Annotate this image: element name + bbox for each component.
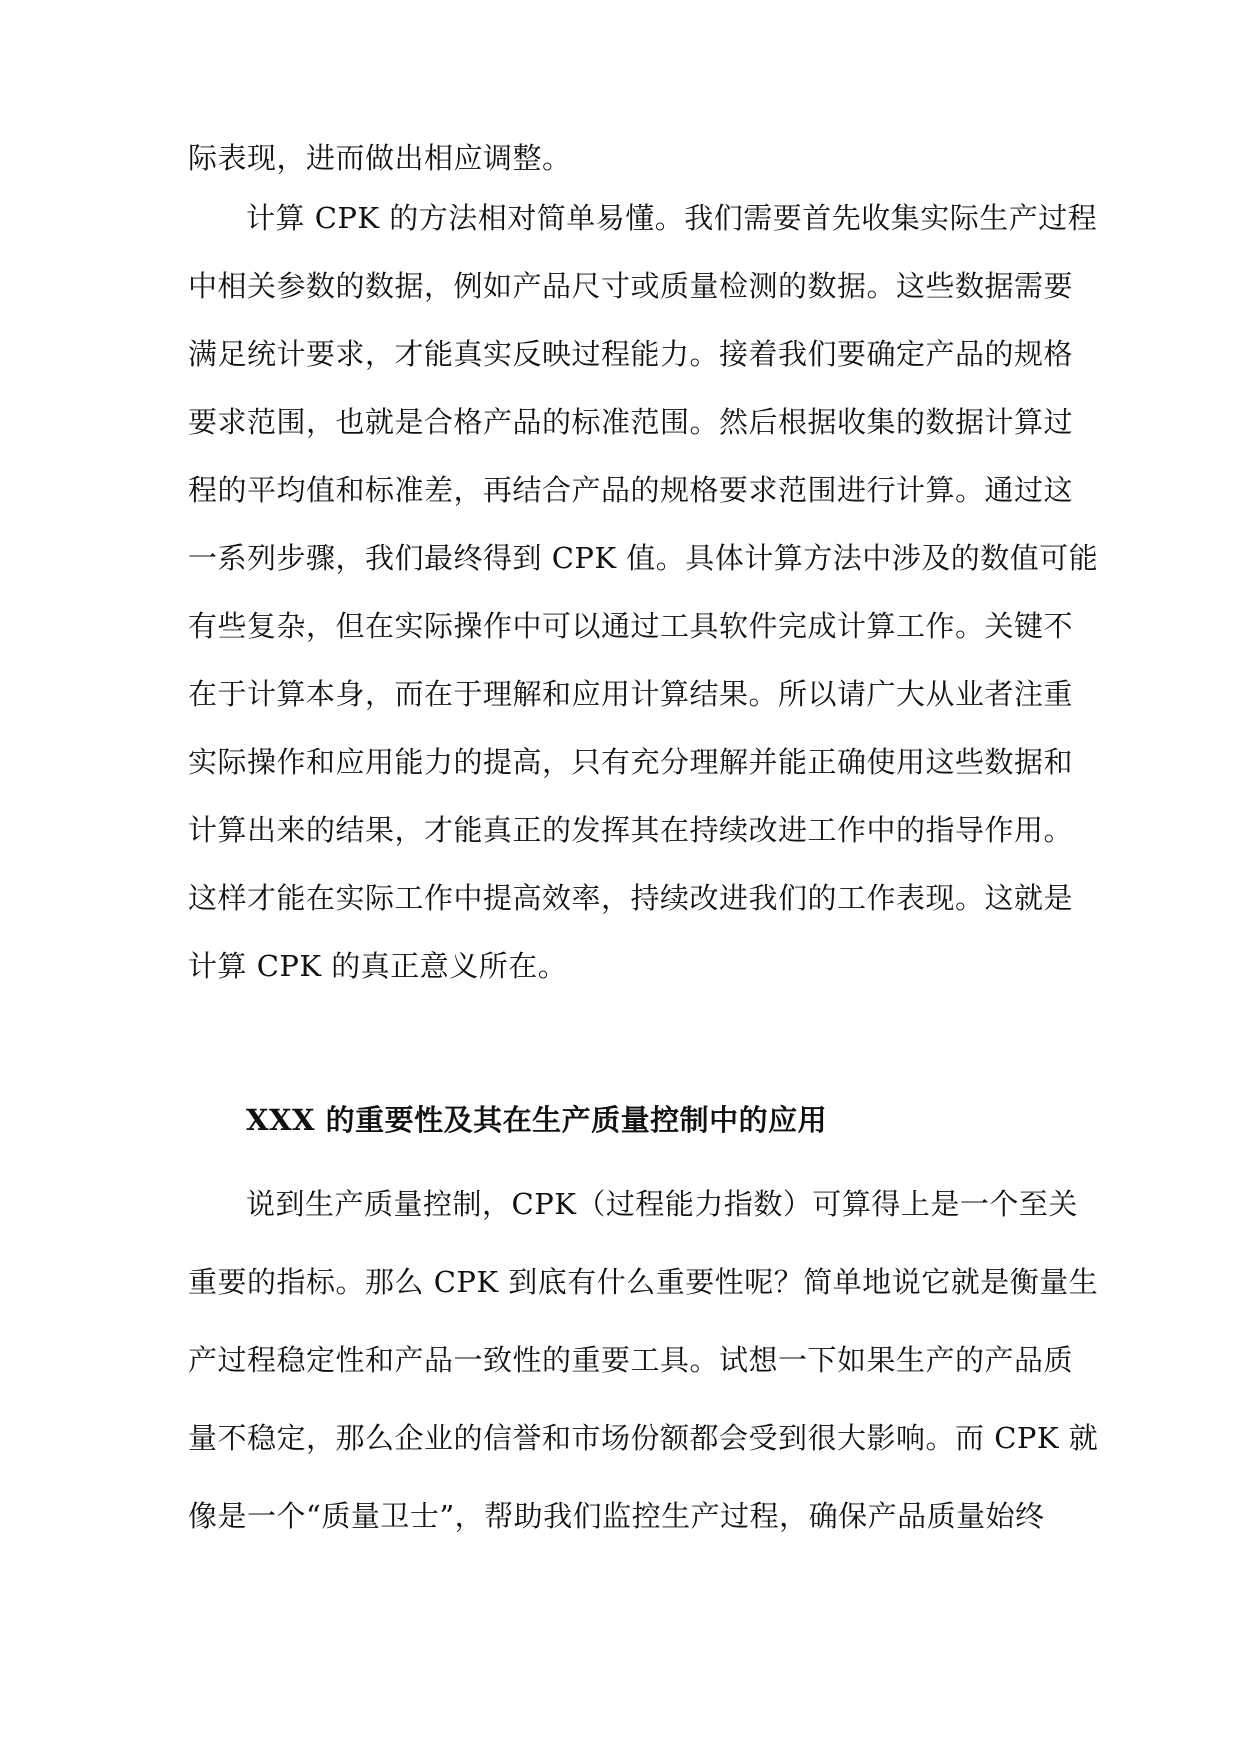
text-line: 一系列步骤，我们最终得到 CPK 值。具体计算方法中涉及的数值可能 [188,541,1099,575]
text-line: 实际操作和应用能力的提高，只有充分理解并能正确使用这些数据和 [188,745,1074,779]
text-line: 际表现，进而做出相应调整。 [188,141,572,175]
text-line: 有些复杂，但在实际操作中可以通过工具软件完成计算工作。关键不 [188,609,1074,643]
text-line: 计算出来的结果，才能真正的发挥其在持续改进工作中的指导作用。 [188,813,1074,847]
text-line: 量不稳定，那么企业的信誉和市场份额都会受到很大影响。而 CPK 就 [188,1421,1099,1455]
text-line: 计算 CPK 的方法相对简单易懂。我们需要首先收集实际生产过程 [246,201,1098,235]
text-line: 在于计算本身，而在于理解和应用计算结果。所以请广大从业者注重 [188,677,1074,711]
text-line: 重要的指标。那么 CPK 到底有什么重要性呢？简单地说它就是衡量生 [188,1265,1099,1299]
text-line: 满足统计要求，才能真实反映过程能力。接着我们要确定产品的规格 [188,337,1074,371]
section-heading: XXX 的重要性及其在生产质量控制中的应用 [246,1103,828,1137]
text-line: 程的平均值和标准差，再结合产品的规格要求范围进行计算。通过这 [188,473,1074,507]
text-line: 要求范围，也就是合格产品的标准范围。然后根据收集的数据计算过 [188,405,1074,439]
text-line: 计算 CPK 的真正意义所在。 [188,949,568,983]
text-line: 像是一个“质量卫士”，帮助我们监控生产过程，确保产品质量始终 [188,1499,1045,1533]
text-line: 中相关参数的数据，例如产品尺寸或质量检测的数据。这些数据需要 [188,269,1074,303]
text-line: 说到生产质量控制，CPK（过程能力指数）可算得上是一个至关 [246,1187,1078,1221]
text-line: 产过程稳定性和产品一致性的重要工具。试想一下如果生产的产品质 [188,1343,1074,1377]
text-line: 这样才能在实际工作中提高效率，持续改进我们的工作表现。这就是 [188,881,1074,915]
